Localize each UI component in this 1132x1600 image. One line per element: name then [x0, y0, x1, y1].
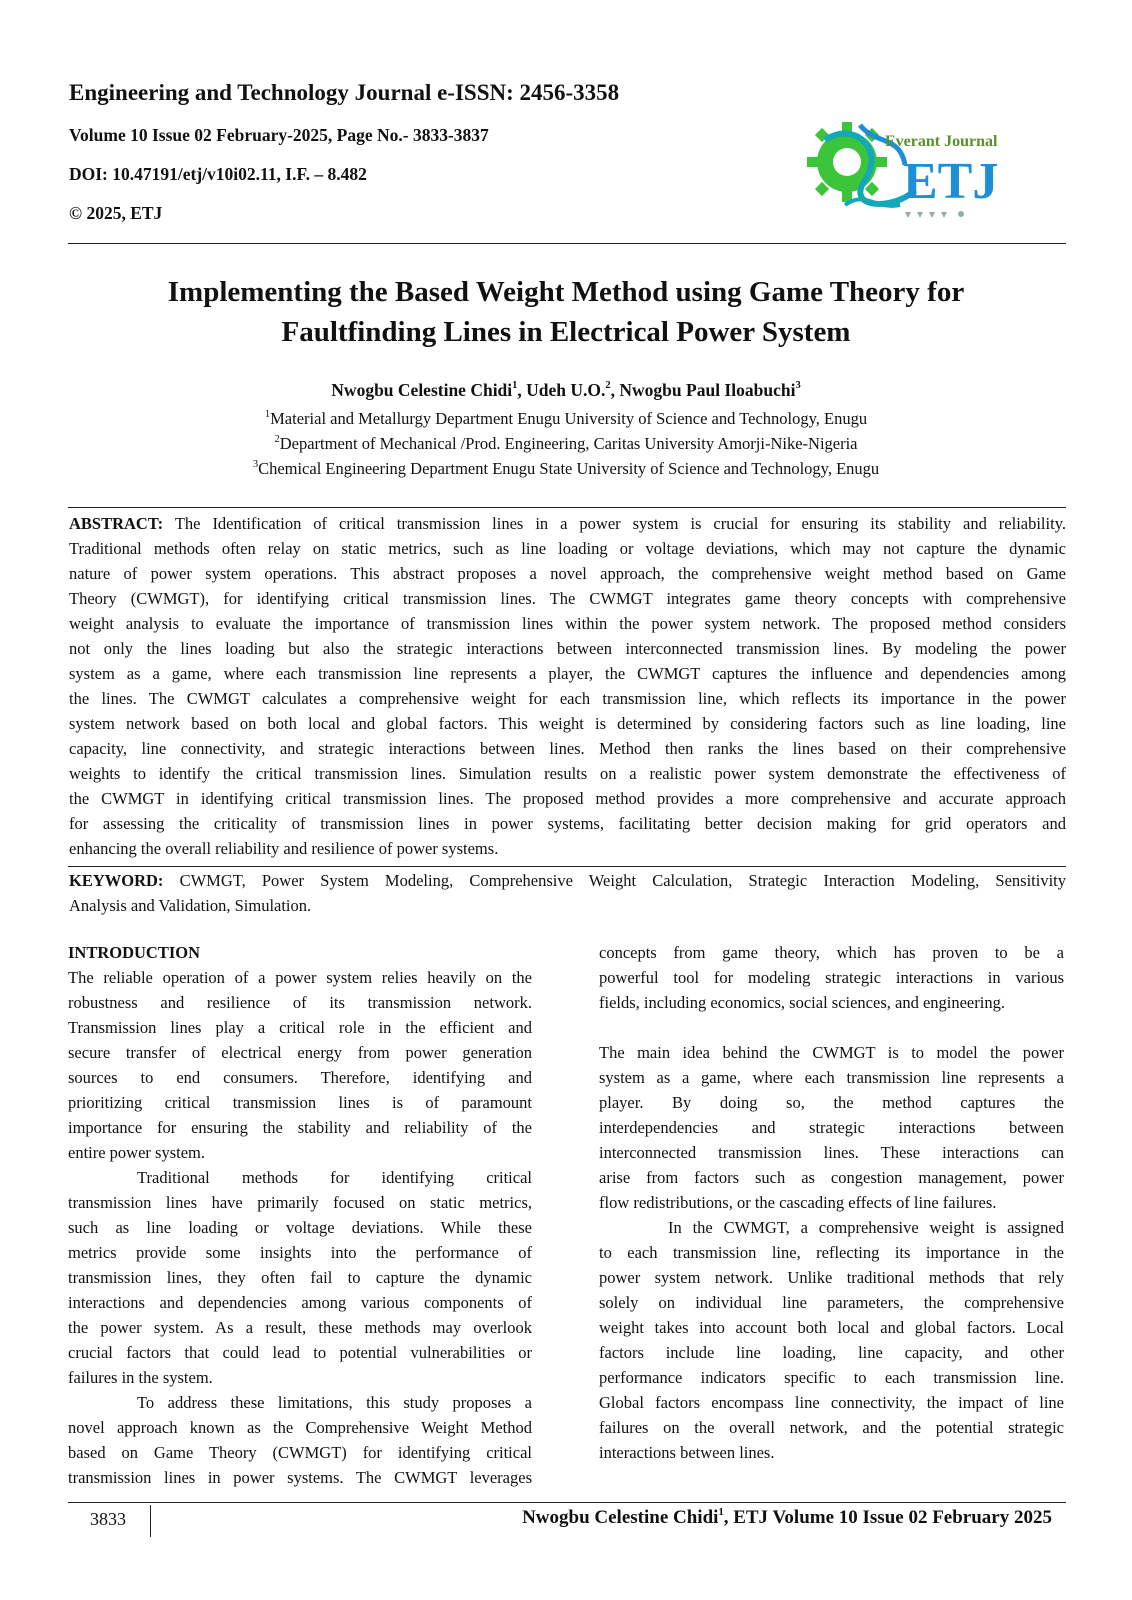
affiliation-3-sup: 3 — [252, 458, 259, 470]
body-line: such as line loading or voltage deviations. While these — [68, 1218, 532, 1237]
abstract-line: nature of power system operations. This abstract proposes a novel approach, the comprehensive weight method based on Game — [69, 564, 1066, 583]
body-line: system as a game, where each transmission line represents a — [599, 1067, 1064, 1087]
abstract-line — [69, 511, 1066, 536]
body-line: Transmission lines play a critical role in the efficient and — [68, 1018, 532, 1037]
body-line: Global factors encompass line connectivity, the impact of line — [599, 1392, 1064, 1412]
body-line: factors include line loading, line capacity, and other — [599, 1342, 1064, 1362]
volume-line: Volume 10 Issue 02 February-2025, Page No.- 3833-3837 — [69, 125, 489, 145]
body-line: powerful tool for modeling strategic interactions in various — [599, 968, 1064, 987]
affiliation-3 — [90, 459, 1042, 479]
author-3: Nwogbu Paul Iloabuchi — [619, 380, 796, 400]
body-line: arise from factors such as congestion management, power — [599, 1167, 1064, 1187]
abstract-line: weight analysis to evaluate the importance of transmission lines within the power system network. The proposed method considers — [69, 614, 1066, 633]
paper-title-line-2: Faultfinding Lines in Electrical Power System — [281, 316, 851, 348]
body-line: To address these limitations, this study proposes a — [137, 1393, 532, 1412]
affiliation-2-sup: 2 — [274, 433, 280, 445]
body-line: transmission lines in power systems. The CWMGT leverages — [68, 1468, 532, 1487]
affiliation-1 — [90, 409, 1042, 429]
paper-title — [90, 272, 1042, 352]
section-heading: INTRODUCTION — [68, 943, 201, 962]
body-line: transmission lines have primarily focused on static metrics, — [68, 1193, 532, 1212]
author-sep-1: , — [517, 380, 527, 400]
footer-citation — [522, 1507, 1052, 1529]
body-line: robustness and resilience of its transmission network. — [68, 993, 532, 1012]
keywords — [69, 868, 1066, 918]
abstract-top-rule — [68, 507, 1066, 508]
abstract — [69, 511, 1066, 861]
body-line: interdependencies and strategic interactions between — [599, 1117, 1064, 1137]
author-list — [90, 380, 1042, 401]
body-line: weight takes into account both local and global factors. Local — [599, 1317, 1064, 1337]
body-line: fields, including economics, social sciences, and engineering. — [599, 993, 1005, 1012]
body-line: to each transmission line, reflecting its importance in the — [599, 1242, 1064, 1262]
abstract-line: system as a game, where each transmission line represents a player, the CWMGT captures the influence and dependencies among — [69, 664, 1066, 683]
body-line: failures in the system. — [68, 1368, 213, 1387]
body-line: interactions and dependencies among various components of — [68, 1293, 532, 1312]
keyword-text: CWMGT, Power System Modeling, Comprehensive Weight Calculation, Strategic Interaction Modeling, Sensitivity — [163, 871, 1066, 890]
footer-divider — [150, 1505, 151, 1537]
footer-rule — [68, 1502, 1066, 1503]
paper-title-line-1: Implementing the Based Weight Method using Game Theory for — [167, 276, 965, 308]
body-line: crucial factors that could lead to potential vulnerabilities or — [68, 1343, 532, 1362]
copyright-line: © 2025, ETJ — [69, 203, 163, 223]
footer-author: Nwogbu Celestine Chidi — [522, 1507, 719, 1528]
body-line: Traditional methods for identifying critical — [137, 1168, 532, 1187]
body-line: interactions between lines. — [599, 1442, 775, 1462]
abstract-line: for assessing the criticality of transmission lines in power systems, facilitating better decision making for grid operators and — [69, 814, 1066, 833]
body-line: interconnected transmission lines. These interactions can — [599, 1142, 1064, 1162]
decorative-marks — [905, 211, 964, 218]
paragraph-gap — [599, 1015, 1064, 1040]
affiliation-1-text: Material and Metallurgy Department Enugu University of Science and Technology, Enugu — [270, 409, 868, 428]
body-line: secure transfer of electrical energy from power generation — [68, 1043, 532, 1062]
abstract-line: the CWMGT in identifying critical transmission lines. The proposed method provides a more comprehensive and accurate approach — [69, 789, 1066, 808]
author-sep-2: , — [610, 380, 620, 400]
body-line: concepts from game theory, which has proven to be a — [599, 943, 1064, 962]
keyword-rule — [68, 866, 1066, 867]
body-line: transmission lines, they often fail to capture the dynamic — [68, 1268, 532, 1287]
keyword-label: KEYWORD: — [69, 871, 164, 890]
author-3-sup: 3 — [795, 380, 801, 392]
affiliation-1-sup: 1 — [264, 408, 271, 420]
journal-title: Engineering and Technology Journal e-ISSN: 2456-3358 — [69, 80, 620, 105]
body-line: prioritizing critical transmission lines is of paramount — [68, 1093, 532, 1112]
abstract-line: capacity, line connectivity, and strategic interactions between lines. Method then ranks the lines based on their comprehensive — [69, 739, 1066, 758]
abstract-label: ABSTRACT: — [69, 514, 164, 533]
affiliation-2 — [90, 434, 1042, 454]
page-number: 3833 — [90, 1509, 126, 1529]
abstract-line: the lines. The CWMGT calculates a comprehensive weight for each transmission line, which reflects its importance in the power — [69, 689, 1066, 708]
etj-mark: ETJ — [903, 153, 999, 210]
footer-journal: , ETJ Volume 10 Issue 02 February 2025 — [723, 1507, 1052, 1528]
footer-author-sup: 1 — [718, 1506, 724, 1518]
body-line: failures on the overall network, and the potential strategic — [599, 1417, 1064, 1437]
body-column-left — [68, 940, 532, 1490]
abstract-line: weights to identify the critical transmission lines. Simulation results on a realistic power system demonstrate the effectiveness of — [69, 764, 1066, 783]
body-line: based on Game Theory (CWMGT) for identifying critical — [68, 1443, 532, 1462]
keyword-line — [69, 868, 1066, 893]
body-line: performance indicators specific to each transmission line. — [599, 1367, 1064, 1387]
body-line: The main idea behind the CWMGT is to model the power — [599, 1042, 1064, 1062]
body-line: player. By doing so, the method captures the — [599, 1092, 1064, 1112]
body-line: The reliable operation of a power system relies heavily on the — [68, 968, 532, 987]
keyword-line: Analysis and Validation, Simulation. — [69, 896, 312, 915]
body-line: importance for ensuring the stability and reliability of the — [68, 1118, 532, 1137]
everant-brand: Everant Journal — [885, 133, 998, 150]
body-line: metrics provide some insights into the performance of — [68, 1243, 532, 1262]
body-line: power system network. Unlike traditional methods that rely — [599, 1267, 1064, 1287]
abstract-line: enhancing the overall reliability and resilience of power systems. — [69, 839, 499, 858]
body-line: the power system. As a result, these methods may overlook — [68, 1318, 532, 1337]
etj-logo — [805, 110, 1020, 228]
body-line: flow redistributions, or the cascading effects of line failures. — [599, 1192, 997, 1212]
affiliation-3-text: Chemical Engineering Department Enugu State University of Science and Technology, Enugu — [258, 459, 880, 478]
body-line: novel approach known as the Comprehensive Weight Method — [68, 1418, 532, 1437]
body-line: sources to end consumers. Therefore, identifying and — [68, 1068, 532, 1087]
abstract-line: system network based on both local and global factors. This weight is determined by considering factors such as line loading, line — [69, 714, 1066, 733]
affiliation-2-text: Department of Mechanical /Prod. Engineering, Caritas University Amorji-Nike-Nigeria — [279, 434, 858, 453]
header-divider — [68, 243, 1066, 244]
author-2: Udeh U.O. — [526, 380, 606, 400]
author-1: Nwogbu Celestine Chidi — [331, 380, 513, 400]
author-1-sup: 1 — [512, 380, 518, 392]
abstract-line: not only the lines loading but also the strategic interactions between interconnected transmission lines. By modeling the power — [69, 639, 1066, 658]
body-line: entire power system. — [68, 1143, 206, 1162]
abstract-line: Traditional methods often relay on static metrics, such as line loading or voltage deviations, which may not capture the dynamic — [69, 539, 1066, 558]
abstract-line: Theory (CWMGT), for identifying critical transmission lines. The CWMGT integrates game theory concepts with comprehensive — [69, 589, 1066, 608]
doi-line: DOI: 10.47191/etj/v10i02.11, I.F. – 8.482 — [69, 164, 367, 184]
body-line: In the CWMGT, a comprehensive weight is assigned — [668, 1217, 1064, 1237]
body-line: solely on individual line parameters, the comprehensive — [599, 1292, 1064, 1312]
body-column-right — [599, 940, 1064, 1465]
abstract-text: The Identification of critical transmission lines in a power system is crucial for ensuring its stability and reliability. — [163, 514, 1066, 533]
etj-logo-graphic — [805, 110, 1020, 228]
author-2-sup: 2 — [605, 380, 611, 392]
